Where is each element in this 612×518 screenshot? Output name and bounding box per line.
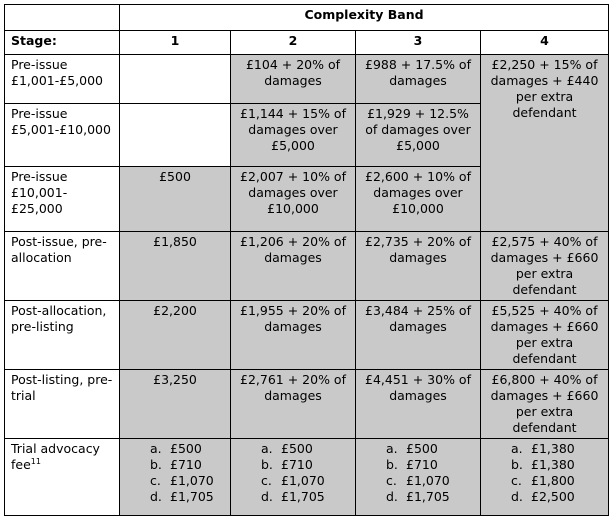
- fee-amount: £1,070: [170, 473, 214, 488]
- fee-amount: £500: [281, 441, 313, 456]
- stage-cell: Post-listing, pre-trial: [5, 370, 120, 439]
- stage-cell: Pre-issue £1,001-£5,000: [5, 55, 120, 104]
- fee-amount: £1,705: [406, 489, 450, 504]
- trial-fee-item: [386, 489, 474, 505]
- band-1-header: 1: [120, 31, 231, 55]
- trial-fee-item: [386, 457, 474, 473]
- fee-cell-preissue-band4: £2,250 + 15% of damages + £440 per extra defendant: [481, 55, 609, 232]
- fee-cell-empty: [120, 104, 231, 167]
- table-row: [5, 439, 609, 516]
- fee-amount: £1,380: [531, 441, 575, 456]
- fee-letter: c.: [386, 473, 397, 488]
- fee-letter: b.: [511, 457, 523, 472]
- fee-letter: a.: [261, 441, 273, 456]
- fee-letter: c.: [261, 473, 272, 488]
- trial-fee-item: [261, 441, 349, 457]
- fee-letter: d.: [511, 489, 523, 504]
- fee-letter: a.: [511, 441, 523, 456]
- fee-amount: £500: [406, 441, 438, 456]
- fee-amount: £710: [406, 457, 438, 472]
- complexity-band-heading: Complexity Band: [120, 5, 609, 31]
- trial-fee-item: [261, 489, 349, 505]
- fee-cell: £1,955 + 20% of damages: [231, 301, 356, 370]
- fee-amount: £1,705: [281, 489, 325, 504]
- trial-fee-item: [386, 473, 474, 489]
- trial-fee-item: [150, 489, 224, 505]
- fee-letter: b.: [150, 457, 162, 472]
- table-row: [5, 55, 609, 104]
- fee-amount: £1,070: [406, 473, 450, 488]
- fee-cell: £2,761 + 20% of damages: [231, 370, 356, 439]
- trial-fee-item: [261, 457, 349, 473]
- trial-fee-list: [126, 441, 224, 505]
- stage-cell-trial: [5, 439, 120, 516]
- fee-amount: £500: [170, 441, 202, 456]
- fee-letter: d.: [150, 489, 162, 504]
- fee-cell: £500: [120, 167, 231, 232]
- trial-fee-item: [150, 441, 224, 457]
- trial-fee-item: [511, 457, 602, 473]
- trial-fee-item: [150, 457, 224, 473]
- footnote-marker: 11: [30, 456, 41, 466]
- fee-cell: £1,206 + 20% of damages: [231, 232, 356, 301]
- trial-fee-item: [150, 473, 224, 489]
- trial-fee-item: [511, 441, 602, 457]
- fee-letter: b.: [261, 457, 273, 472]
- trial-fee-item: [386, 441, 474, 457]
- trial-fee-list: [362, 441, 474, 505]
- fee-cell: £2,735 + 20% of damages: [356, 232, 481, 301]
- trial-fee-item: [511, 489, 602, 505]
- band-4-header: 4: [481, 31, 609, 55]
- fee-cell: £4,451 + 30% of damages: [356, 370, 481, 439]
- trial-fee-cell: [356, 439, 481, 516]
- fee-letter: b.: [386, 457, 398, 472]
- fee-letter: d.: [261, 489, 273, 504]
- corner-cell: [5, 5, 120, 31]
- fee-cell: £1,144 + 15% of damages over £5,000: [231, 104, 356, 167]
- fee-cell-empty: [120, 55, 231, 104]
- fee-letter: d.: [386, 489, 398, 504]
- band-3-header: 3: [356, 31, 481, 55]
- stage-column-header: Stage:: [5, 31, 120, 55]
- fee-amount: £1,800: [531, 473, 575, 488]
- stage-cell: Post-issue, pre-allocation: [5, 232, 120, 301]
- fee-letter: c.: [511, 473, 522, 488]
- trial-fee-item: [261, 473, 349, 489]
- fee-cell: £2,600 + 10% of damages over £10,000: [356, 167, 481, 232]
- fee-letter: a.: [386, 441, 398, 456]
- trial-fee-item: [511, 473, 602, 489]
- fee-letter: c.: [150, 473, 161, 488]
- fee-cell: £1,850: [120, 232, 231, 301]
- band-2-header: 2: [231, 31, 356, 55]
- trial-stage-label: Trial advocacy fee: [11, 441, 100, 472]
- trial-fee-list: [487, 441, 602, 505]
- table-row: [5, 232, 609, 301]
- fee-cell: £988 + 17.5% of damages: [356, 55, 481, 104]
- fee-cell: £5,525 + 40% of damages + £660 per extra defendant: [481, 301, 609, 370]
- trial-fee-cell: [231, 439, 356, 516]
- fee-amount: £710: [170, 457, 202, 472]
- fee-cell: £3,484 + 25% of damages: [356, 301, 481, 370]
- fee-amount: £710: [281, 457, 313, 472]
- fee-cell: £1,929 + 12.5% of damages over £5,000: [356, 104, 481, 167]
- table-row: [5, 301, 609, 370]
- stage-cell: Pre-issue £5,001-£10,000: [5, 104, 120, 167]
- fee-cell: £2,007 + 10% of damages over £10,000: [231, 167, 356, 232]
- fee-cell: £104 + 20% of damages: [231, 55, 356, 104]
- stage-cell: Post-allocation, pre-listing: [5, 301, 120, 370]
- fee-cell: £6,800 + 40% of damages + £660 per extra defendant: [481, 370, 609, 439]
- trial-fee-cell: [481, 439, 609, 516]
- fee-amount: £1,070: [281, 473, 325, 488]
- complexity-band-table: [4, 4, 609, 516]
- fee-letter: a.: [150, 441, 162, 456]
- trial-fee-cell: [120, 439, 231, 516]
- fee-cell: £2,200: [120, 301, 231, 370]
- fee-amount: £2,500: [531, 489, 575, 504]
- fee-amount: £1,380: [531, 457, 575, 472]
- stage-cell: Pre-issue £10,001-£25,000: [5, 167, 120, 232]
- table-row: [5, 370, 609, 439]
- fee-cell: £2,575 + 40% of damages + £660 per extra defendant: [481, 232, 609, 301]
- fee-cell: £3,250: [120, 370, 231, 439]
- fee-amount: £1,705: [170, 489, 214, 504]
- trial-fee-list: [237, 441, 349, 505]
